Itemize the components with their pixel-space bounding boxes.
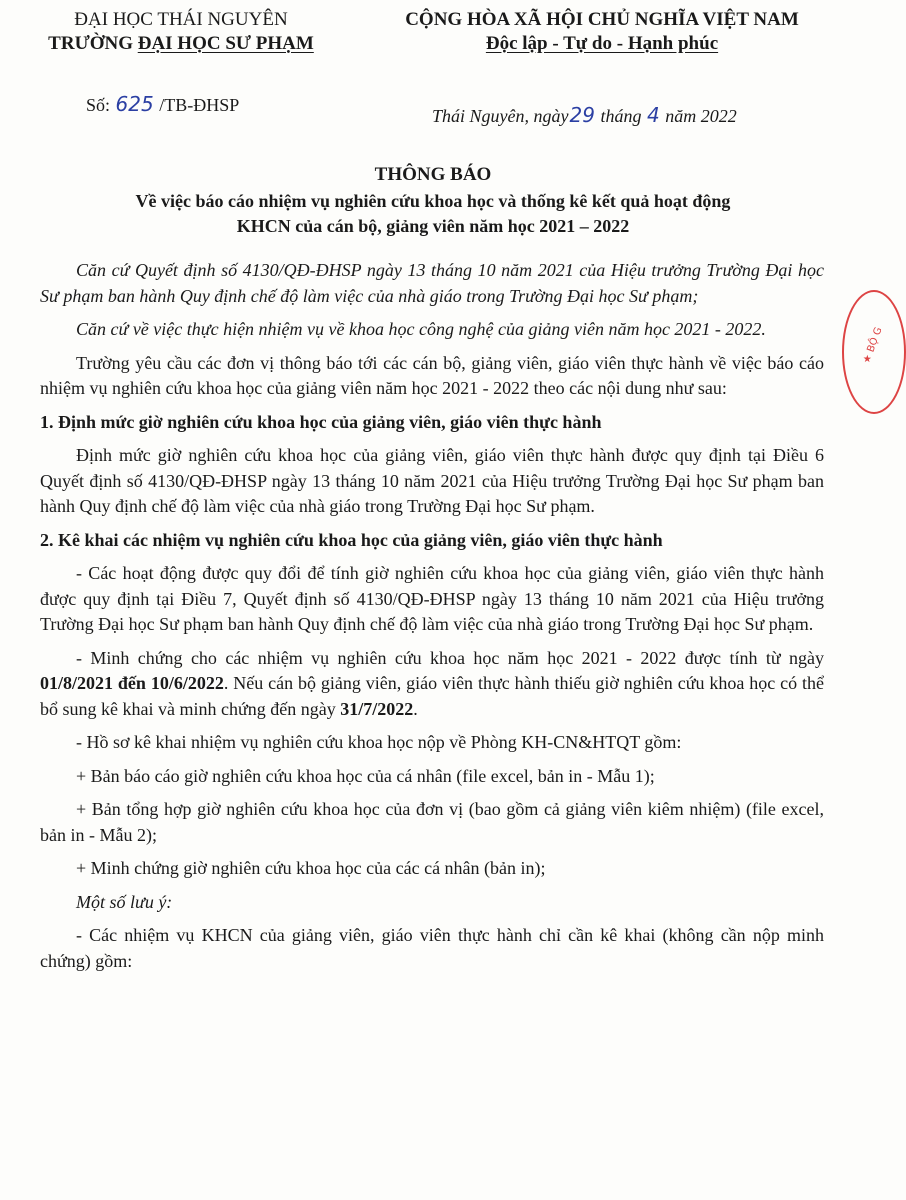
list-item: + Bản tổng hợp giờ nghiên cứu khoa học của đơn vị (bao gồm cả giảng viên kiêm nhiệm) (file excel, bản in - Mẫu 2); <box>40 799 824 845</box>
document-number: Số: 625 /TB-ĐHSP <box>86 92 240 116</box>
school-name: TRƯỜNG ĐẠI HỌC SƯ PHẠM <box>48 33 314 54</box>
handwritten-month: 4 <box>646 103 660 127</box>
national-motto: Độc lập - Tự do - Hạnh phúc <box>485 33 719 54</box>
country-name: CỘNG HÒA XÃ HỘI CHỦ NGHĨA VIỆT NAM <box>405 9 799 30</box>
paragraph: - Các hoạt động được quy đổi để tính giờ nghiên cứu khoa học của giảng viên, giáo viên thực hành được quy định tại Điều 7, Quyết định số 4130/QĐ-ĐHSP ngày 13 tháng 10 năm 2021 của Hiệu trưởng Trường Đại học Sư phạm ban hành Quy định chế độ làm việc của nhà giáo trong Trường Đại học Sư phạm. <box>40 563 824 634</box>
handwritten-day: 29 <box>569 103 595 127</box>
handwritten-number: 625 <box>115 92 154 116</box>
paragraph: Căn cứ Quyết định số 4130/QĐ-ĐHSP ngày 13 tháng 10 năm 2021 của Hiệu trưởng Trường Đại học Sư phạm ban hành Quy định chế độ làm việc của nhà giáo trong Trường Đại học Sư phạm; <box>40 260 824 306</box>
paragraph: - Hồ sơ kê khai nhiệm vụ nghiên cứu khoa học nộp về Phòng KH-CN&HTQT gồm: <box>76 732 682 752</box>
paragraph: Định mức giờ nghiên cứu khoa học của giảng viên, giáo viên thực hành được quy định tại Điều 6 Quyết định số 4130/QĐ-ĐHSP ngày 13 tháng 10 năm 2021 của Hiệu trưởng Trường Đại học Sư phạm ban hành Quy định chế độ làm việc của nhà giáo trong Trường Đại học Sư phạm. <box>40 445 824 516</box>
paragraph: Căn cứ về việc thực hiện nhiệm vụ về khoa học công nghệ của giảng viên năm học 2021 - 2022. <box>76 319 766 339</box>
paragraph: Trường yêu cầu các đơn vị thông báo tới các cán bộ, giảng viên, giáo viên thực hành về việc báo cáo nhiệm vụ nghiên cứu khoa học của giảng viên năm học 2021 - 2022 theo các nội dung như sau: <box>40 352 824 398</box>
document-subject-line2: KHCN của cán bộ, giảng viên năm học 2021 – 2022 <box>236 216 630 236</box>
paragraph-evidence: - Minh chứng cho các nhiệm vụ nghiên cứu khoa học năm học 2021 - 2022 được tính từ ngày 01/8/2021 đến 10/6/2022. Nếu cán bộ giảng viên, giáo viên thực hành thiếu giờ nghiên cứu khoa học có thể bổ sung kê khai và minh chứng đến ngày 31/7/2022. <box>40 647 825 719</box>
issue-date: Thái Nguyên, ngày29 tháng 4 năm 2022 <box>432 103 737 127</box>
section-heading: 2. Kê khai các nhiệm vụ nghiên cứu khoa học của giảng viên, giáo viên thực hành <box>40 529 663 550</box>
paragraph: - Các nhiệm vụ KHCN của giảng viên, giáo viên thực hành chỉ cần kê khai (không cần nộp minh chứng) gồm: <box>40 925 824 971</box>
national-header <box>352 8 852 56</box>
list-item: + Bản báo cáo giờ nghiên cứu khoa học của cá nhân (file excel, bản in - Mẫu 1); <box>76 765 655 786</box>
red-seal-stamp: ★ BỘ G <box>842 290 906 414</box>
list-item: + Minh chứng giờ nghiên cứu khoa học của các cá nhân (bản in); <box>76 858 546 878</box>
document-subject-line1: Về việc báo cáo nhiệm vụ nghiên cứu khoa học và thống kê kết quả hoạt động <box>135 191 731 211</box>
university-name: ĐẠI HỌC THÁI NGUYÊN <box>74 9 288 30</box>
section-heading: 1. Định mức giờ nghiên cứu khoa học của giảng viên, giáo viên thực hành <box>40 411 602 432</box>
document-body <box>40 258 824 982</box>
issuer-header <box>22 8 340 56</box>
document-title: THÔNG BÁO <box>374 164 492 185</box>
note-heading: Một số lưu ý: <box>76 891 173 912</box>
